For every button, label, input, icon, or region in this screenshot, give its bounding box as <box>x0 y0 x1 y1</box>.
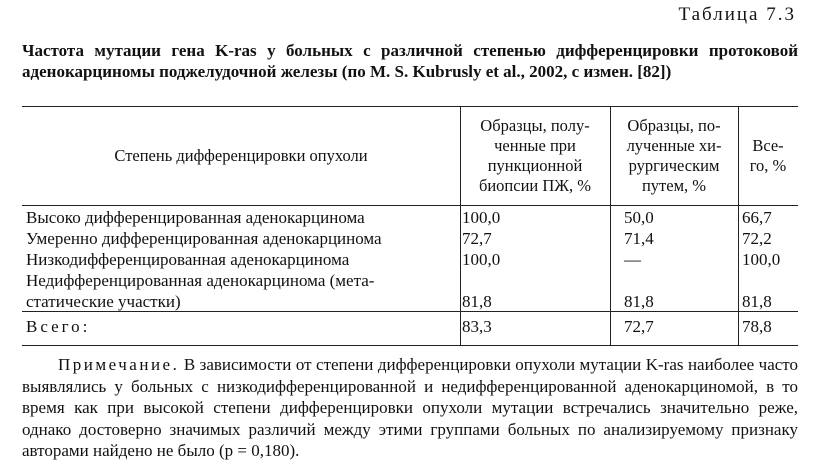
row-stage-name: Недифференцированная аденокарцинома (мета- статические участки) <box>26 271 375 311</box>
table-row <box>22 270 798 312</box>
note-label: Примечание. <box>58 355 180 374</box>
cell-puncture: 100,0 <box>462 250 501 269</box>
table-row <box>22 249 798 270</box>
header-puncture-biopsy: Образцы, полу- ченные при пункционной биопсии ПЖ, % <box>478 116 592 195</box>
table-caption: Частота мутации гена K-ras у больных с различной степенью дифференцировки протоковой аденокарциномы поджелудочной железы (по M. S. Kubrusly et al., 2002, с измен. [82]) <box>22 41 798 81</box>
cell-total: 81,8 <box>742 292 772 311</box>
note-text: В зависимости от степени дифференцировки опухоли мутации K-ras наиболее часто выявлялись у больных с низкодифференцированной и недифференцированной аденокарциномой, в то время как при высокой степени дифференцировки опухоли мутации встречались значительно реже, однако достоверно значимых различий между этими группами больных по анализируемому признаку авторами найдено не было (p = 0,180). <box>22 355 799 460</box>
cell-total: 66,7 <box>742 208 772 227</box>
cell-puncture: 72,7 <box>462 229 492 248</box>
table-row <box>22 207 798 228</box>
cell-total: 72,2 <box>742 229 772 248</box>
cell-puncture: 100,0 <box>462 208 501 227</box>
cell-surgery: 50,0 <box>624 208 654 227</box>
cell-surgery: — <box>624 250 641 269</box>
header-stage: Степень дифференцировки опухоли <box>114 145 368 165</box>
row-stage-name: Умеренно дифференцированная аденокарцинома <box>26 229 382 248</box>
total-total: 78,8 <box>742 317 772 336</box>
total-surgery: 72,7 <box>624 317 654 336</box>
table-row <box>22 228 798 249</box>
cell-puncture: 81,8 <box>462 292 492 311</box>
row-stage-name: Высоко дифференцированная аденокарцинома <box>26 208 365 227</box>
header-total: Все- го, % <box>749 136 787 175</box>
header-surgical-samples: Образцы, по- лученные хи- рургическим путем, % <box>626 116 722 195</box>
total-label: Всего: <box>26 317 91 336</box>
cell-surgery: 81,8 <box>624 292 654 311</box>
header-bottom-rule <box>22 205 798 206</box>
total-puncture: 83,3 <box>462 317 492 336</box>
cell-surgery: 71,4 <box>624 229 654 248</box>
row-stage-name: Низкодифференцированная аденокарцинома <box>26 250 350 269</box>
table-number-label: Таблица 7.3 <box>678 4 796 25</box>
table-note <box>22 354 798 462</box>
cell-total: 100,0 <box>742 250 781 269</box>
table-body <box>22 207 798 312</box>
total-row <box>22 316 798 337</box>
table-bottom-rule <box>22 345 798 346</box>
